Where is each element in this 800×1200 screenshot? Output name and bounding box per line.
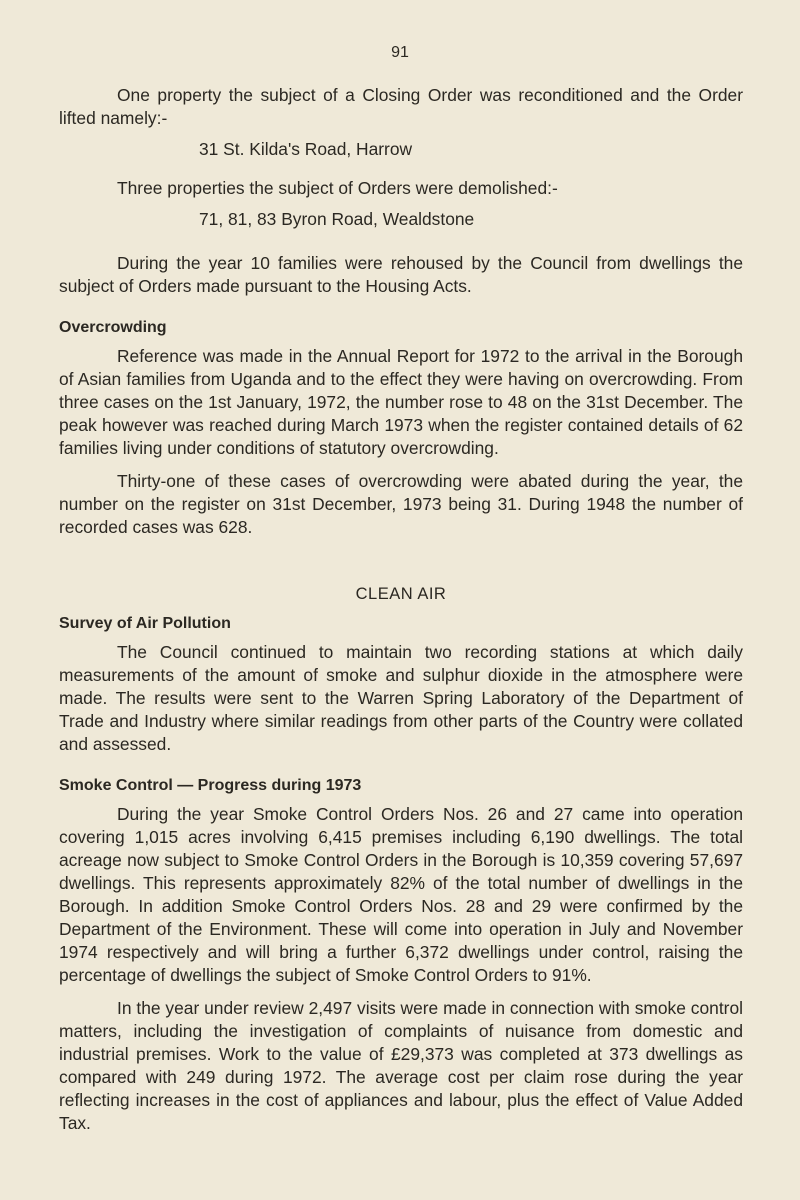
demolition-paragraph: Three properties the subject of Orders were demolished:- [117, 178, 558, 198]
clean-air-heading: CLEAN AIR [355, 585, 447, 603]
smoke-control-paragraph-1: During the year Smoke Control Orders Nos. 26 and 27 came into operation covering 1,015 acres involving 6,415 premises including 6,190 dwellings. The total acreage now subject to Smoke Control Orders in the Borough is 10,359 covering 57,697 dwellings. This represents approximately 82% of the total number of dwellings in the Borough. In addition Smoke Control Orders Nos. 28 and 29 were confirmed by the Department of the Environment. These will come into operation in July and November 1974 respectively and will bring a further 6,372 dwellings under control, raising the percentage of dwellings the subject of Smoke Control Orders to 91%. [59, 804, 743, 985]
closing-order-paragraph: One property the subject of a Closing Order was reconditioned and the Order lifted namely:- [59, 85, 743, 128]
demolition-address: 71, 81, 83 Byron Road, Wealdstone [199, 209, 475, 229]
overcrowding-paragraph-2: Thirty-one of these cases of overcrowding were abated during the year, the number on the register on 31st December, 1973 being 31. During 1948 the number of recorded cases was 628. [59, 471, 743, 537]
survey-paragraph: The Council continued to maintain two recording stations at which daily measurements of the amount of smoke and sulphur dioxide in the atmosphere were made. The results were sent to the Warren Spring Laboratory of the Department of Trade and Industry where similar readings from other parts of the Country were collated and assessed. [59, 642, 743, 754]
closing-order-address: 31 St. Kilda's Road, Harrow [199, 139, 413, 159]
overcrowding-paragraph-1: Reference was made in the Annual Report for 1972 to the arrival in the Borough of Asian families from Uganda and to the effect they were having on overcrowding. From three cases on the 1st January, 1972, the number rose to 48 on the 31st December. The peak however was reached during March 1973 when the register contained details of 62 families living under conditions of statutory overcrowding. [59, 346, 743, 458]
smoke-control-heading: Smoke Control — Progress during 1973 [59, 777, 362, 794]
survey-heading: Survey of Air Pollution [59, 615, 231, 632]
overcrowding-heading: Overcrowding [59, 319, 167, 336]
page-number: 91 [391, 44, 409, 61]
page-content [59, 84, 743, 1135]
rehoused-paragraph: During the year 10 families were rehoused by the Council from dwellings the subject of Orders made pursuant to the Housing Acts. [59, 253, 743, 296]
smoke-control-paragraph-2: In the year under review 2,497 visits were made in connection with smoke control matters, including the investigation of complaints of nuisance from domestic and industrial premises. Work to the value of £29,373 was completed at 373 dwellings as compared with 249 during 1972. The average cost per claim rose during the year reflecting increases in the cost of appliances and labour, plus the effect of Value Added Tax. [59, 998, 743, 1133]
